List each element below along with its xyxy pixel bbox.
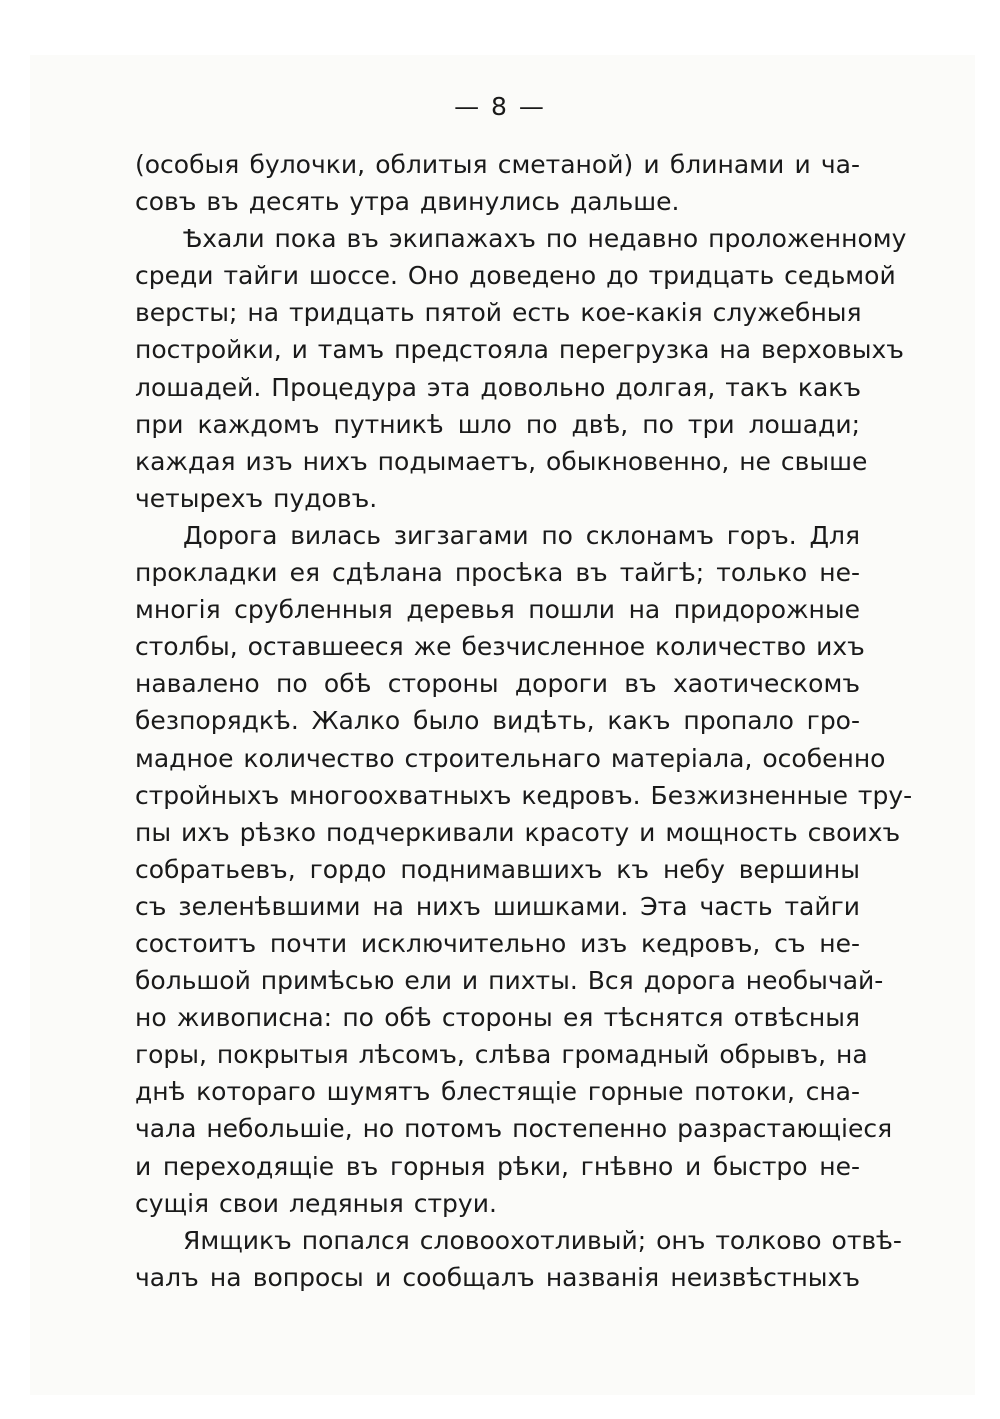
text-line: среди тайги шоссе. Оно доведено до тридцать седьмой [135,261,896,291]
text-line: навалено по обѣ стороны дороги въ хаотическомъ [135,669,860,699]
text-line: Ѣхали пока въ экипажахъ по недавно проложенному [183,224,907,254]
text-line: сущія свои ледяныя струи. [135,1188,497,1218]
text-line: столбы, оставшееся же безчисленное количество ихъ [135,632,865,662]
text-line: (особыя булочки, облитыя сметаной) и блинами и ча- [135,150,860,179]
text-line: пы ихъ рѣзко подчеркивали красоту и мощность своихъ [135,817,901,847]
text-line: стройныхъ многоохватныхъ кедровъ. Безжизненные тру- [135,780,913,810]
text-line: постройки, и тамъ предстояла перегрузка на верховыхъ [135,335,904,365]
text-line: съ зеленѣвшими на нихъ шишками. Эта часть тайги [135,891,860,921]
text-line: но живописна: по обѣ стороны ея тѣснятся отвѣсныя [135,1003,860,1033]
text-line: при каждомъ путникѣ шло по двѣ, по три лошади; [135,409,860,439]
text-line: многія срубленныя деревья пошли на придорожные [135,595,860,625]
text-line: каждая изъ нихъ подымаетъ, обыкновенно, не свыше [135,446,868,476]
text-line: четырехъ пудовъ. [135,483,378,513]
body-text [135,146,913,1296]
text-line: и переходящіе въ горныя рѣки, гнѣвно и быстро не- [135,1151,860,1181]
text-line: Дорога вилась зигзагами по склонамъ горъ. Для [183,520,860,550]
text-line: Ямщикъ попался словоохотливый; онъ толково отвѣ- [183,1225,902,1255]
text-line: горы, покрытыя лѣсомъ, слѣва громадный обрывъ, на [135,1040,868,1070]
text-line: большой примѣсью ели и пихты. Вся дорога необычай- [135,966,884,996]
text-line: лошадей. Процедура эта довольно долгая, такъ какъ [135,372,862,402]
text-line: прокладки ея сдѣлана просѣка въ тайгѣ; только не- [135,558,860,588]
text-line: совъ въ десять утра двинулись дальше. [135,187,680,217]
text-line: мадное количество строительнаго матеріала, особенно [135,743,886,773]
text-line: собратьевъ, гордо поднимавшихъ къ небу вершины [135,854,860,884]
page-number: — 8 — [454,92,546,121]
text-line: чалъ на вопросы и сообщалъ названія неизвѣстныхъ [135,1262,860,1292]
text-line: состоитъ почти исключительно изъ кедровъ, съ не- [135,928,860,958]
text-line: днѣ котораго шумятъ блестящіе горные потоки, сна- [135,1077,860,1107]
text-line: безпорядкѣ. Жалко было видѣть, какъ пропало гро- [135,706,860,736]
text-line: версты; на тридцать пятой есть кое-какія служебныя [135,298,862,328]
text-line: чала небольшіе, но потомъ постепенно разрастающіеся [135,1114,893,1144]
